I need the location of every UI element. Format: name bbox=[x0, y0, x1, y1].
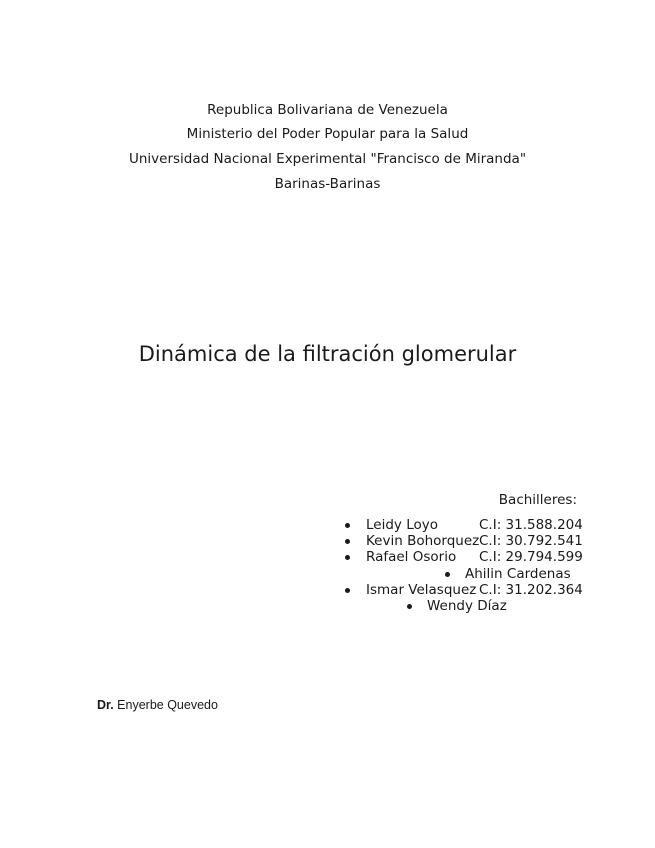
student-name: Ismar Velasquez bbox=[366, 582, 477, 598]
advisor-line bbox=[97, 697, 218, 713]
student-name: Ahilin Cardenas bbox=[465, 566, 571, 582]
document-title: Dinámica de la filtración glomerular bbox=[138, 342, 517, 366]
bullet-icon bbox=[407, 604, 412, 609]
student-item bbox=[345, 582, 585, 599]
student-ci: C.I: 31.588.204 bbox=[479, 517, 583, 533]
bullet-icon bbox=[445, 572, 450, 577]
student-item bbox=[345, 533, 585, 550]
student-name: Rafael Osorio bbox=[366, 549, 457, 565]
header-country: Republica Bolivariana de Venezuela bbox=[207, 102, 448, 118]
student-name: Wendy Díaz bbox=[427, 598, 507, 614]
advisor-prefix: Dr. bbox=[97, 698, 114, 712]
students-label: Bachilleres: bbox=[498, 492, 577, 508]
bullet-icon bbox=[345, 555, 350, 560]
bullet-icon bbox=[345, 539, 350, 544]
student-item bbox=[407, 598, 547, 615]
header-university: Universidad Nacional Experimental "Francisco de Miranda" bbox=[128, 151, 527, 167]
student-name: Kevin Bohorquez bbox=[366, 533, 480, 549]
student-item bbox=[345, 517, 585, 534]
student-item bbox=[445, 566, 585, 583]
student-name: Leidy Loyo bbox=[366, 517, 438, 533]
bullet-icon bbox=[345, 588, 350, 593]
bullet-icon bbox=[345, 523, 350, 528]
advisor-name: Enyerbe Quevedo bbox=[117, 698, 218, 712]
student-ci: C.I: 30.792.541 bbox=[479, 533, 583, 549]
header-location: Barinas-Barinas bbox=[274, 176, 381, 192]
student-ci: C.I: 29.794.599 bbox=[479, 549, 583, 565]
student-item bbox=[345, 549, 585, 566]
student-ci: C.I: 31.202.364 bbox=[479, 582, 583, 598]
header-ministry: Ministerio del Poder Popular para la Salud bbox=[186, 126, 469, 142]
